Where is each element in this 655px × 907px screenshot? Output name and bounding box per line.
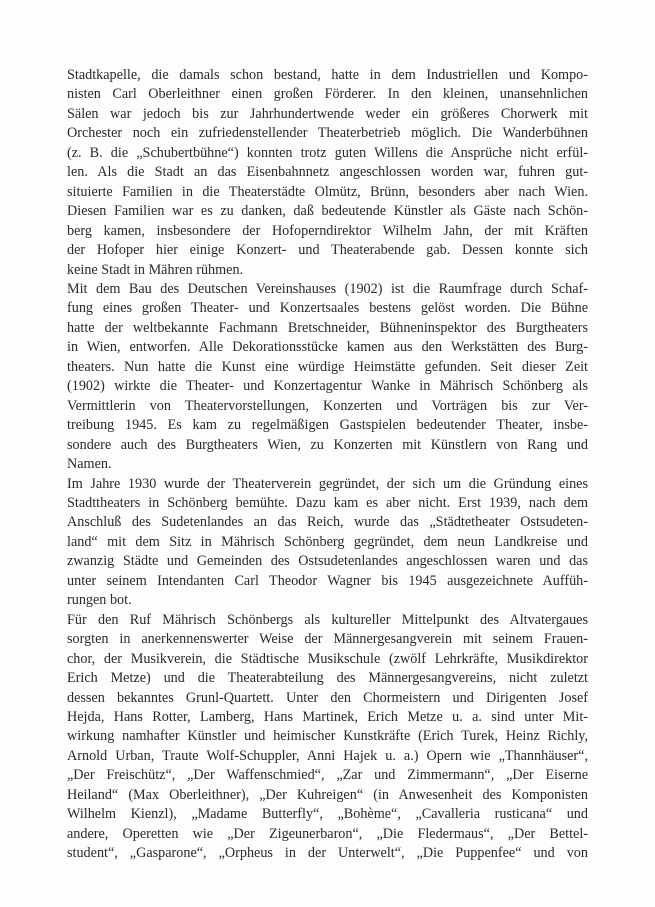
text-line: Erich Metze) und die Theaterabteilung des Männergesangvereins, nicht zuletzt [67,670,588,687]
text-line: (z. B. die „Schubertbühne“) konnten trotz guten Willens die Ansprüche nicht erfül- [67,144,588,161]
text-line: Sälen war jedoch bis zur Jahrhundertwende weder ein größeres Chorwerk mit [67,105,588,122]
text-line: Diesen Familien war es zu danken, daß bedeutende Künstler als Gäste nach Schön- [67,203,588,220]
text-line: situierte Familien in die Theaterstädte Olmütz, Brünn, besonders aber nach Wien. [67,183,588,200]
text-line: wirkung namhafter Künstler und heimischer Kunstkräfte (Erich Turek, Heinz Richly, [67,728,588,745]
paragraph [67,66,588,280]
text-line: berg kamen, insbesondere der Hofoperndirektor Wilhelm Jahn, der mit Kräften [67,222,588,239]
text-line: sondere auch des Burgtheaters Wien, zu Konzerten mit Künstlern von Rang und [67,436,588,453]
text-line: Wilhelm Kienzl), „Madame Butterfly“, „Bohème“, „Cavalleria rusticana“ und [67,806,588,823]
text-line: sorgten in anerkennenswerter Weise der Männergesangverein mit seinem Frauen- [67,631,588,648]
text-line: Namen. [67,456,112,473]
text-line: in Wien, entworfen. Alle Dekorationsstücke kamen aus den Werkstätten des Burg- [67,339,588,356]
text-line: Anschluß des Sudetenlandes an das Reich, wurde das „Städtetheater Ostsudeten- [67,514,588,531]
text-line: (1902) wirkte die Theater- und Konzertagentur Wanke in Mährisch Schönberg als [67,378,588,395]
paragraph [67,280,588,475]
text-line: Stadtkapelle, die damals schon bestand, hatte in dem Industriellen und Kompo- [67,67,588,83]
text-line: unter seinem Intendanten Carl Theodor Wagner bis 1945 ausgezeichnete Auffüh- [67,572,588,589]
paragraph [67,611,588,864]
text-line: Mit dem Bau des Deutschen Vereinshauses (1902) ist die Raumfrage durch Schaf- [67,280,588,297]
text-line: fung eines großen Theater- und Konzertsaales bestens gelöst worden. Die Bühne [67,300,588,317]
text-line: theaters. Nun hatte die Kunst eine würdige Heimstätte gefunden. Seit dieser Zeit [67,358,588,375]
text-line: der Hofoper hier einige Konzert- und Theaterabende gab. Dessen konnte sich [67,242,588,259]
text-line: zwanzig Städte und Gemeinden des Ostsudetenlandes angeschlossen waren und das [67,553,588,570]
text-line: Für den Ruf Mährisch Schönbergs als kultureller Mittelpunkt des Altvatergaues [67,611,588,628]
text-line: Hejda, Hans Rotter, Lamberg, Hans Martinek, Erich Metze u. a. sind unter Mit- [67,708,588,725]
text-line: hatte der weltbekannte Fachmann Bretschneider, Bühneninspektor des Burgtheaters [67,319,588,336]
text-line: „Der Freischütz“, „Der Waffenschmied“, „Zar und Zimmermann“, „Der Eiserne [67,767,588,784]
text-line: andere, Operetten wie „Der Zigeunerbaron“, „Die Fledermaus“, „Der Bettel- [67,825,588,842]
text-line: student“, „Gasparone“, „Orpheus in der Unterwelt“, „Die Puppenfee“ und von [67,845,588,862]
text-line: chor, der Musikverein, die Städtische Musikschule (zwölf Lehrkräfte, Musikdirektor [67,650,588,667]
text-line: treibung 1945. Es kam zu regelmäßigen Gastspielen bedeutender Theater, insbe- [67,417,588,434]
text-line: land“ mit dem Sitz in Mährisch Schönberg gegründet, dem neun Landkreise und [67,533,588,550]
text-line: rungen bot. [67,592,132,609]
text-line: dessen bekanntes Grunl-Quartett. Unter den Chormeistern und Dirigenten Josef [67,689,588,706]
text-line: Im Jahre 1930 wurde der Theaterverein gegründet, der sich um die Gründung eines [67,475,588,492]
text-line: Heiland“ (Max Oberleithner), „Der Kuhreigen“ (in Anwesenheit des Komponisten [67,786,588,803]
text-line: Orchester noch ein zufriedenstellender Theaterbetrieb möglich. Die Wanderbühnen [67,125,588,142]
text-line: keine Stadt in Mähren rühmen. [67,261,244,278]
text-line: Vermittlerin von Theatervorstellungen, Konzerten und Vorträgen bis zur Ver- [67,397,588,414]
text-line: Stadttheaters in Schönberg bemühte. Dazu kam es aber nicht. Erst 1939, nach dem [67,494,588,511]
text-line: Arnold Urban, Traute Wolf-Schuppler, Anni Hajek u. a.) Opern wie „Thannhäuser“, [67,747,588,764]
text-line: nisten Carl Oberleithner einen großen Förderer. In den kleinen, unansehnlichen [67,86,588,103]
text-line: len. Als die Stadt an das Eisenbahnnetz angeschlossen worden war, fuhren gut- [67,164,588,181]
paragraph [67,475,588,611]
document-page [67,66,588,864]
